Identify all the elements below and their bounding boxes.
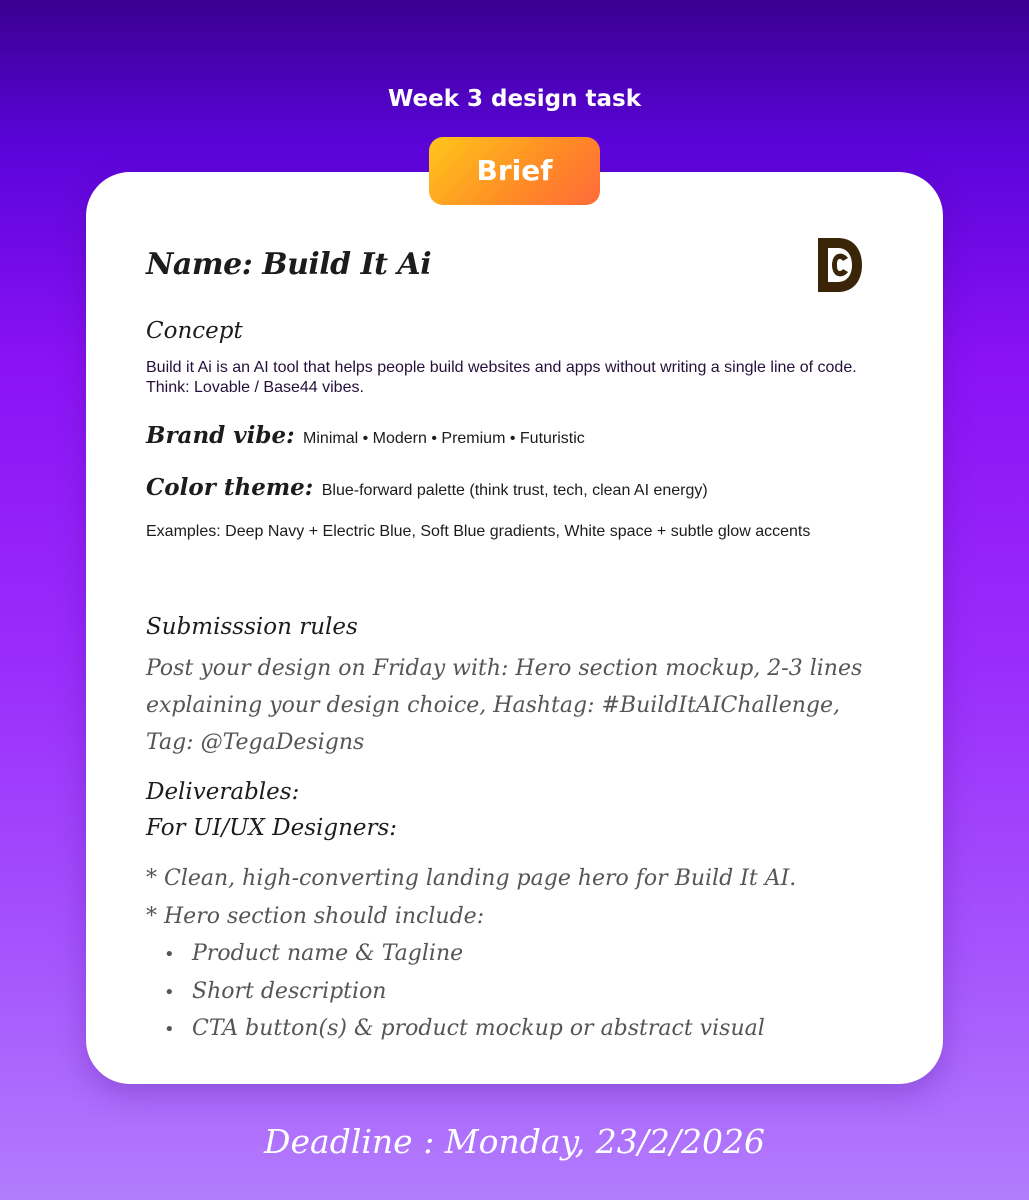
brand-vibe-value: Minimal • Modern • Premium • Futuristic <box>303 430 585 447</box>
concept-heading: Concept <box>146 318 243 344</box>
logo-shape <box>818 238 862 292</box>
list-item: * Clean, high-converting landing page hero for Build It AI. <box>146 866 797 891</box>
color-theme-value: Blue-forward palette (think trust, tech, clean AI energy) <box>321 482 708 499</box>
brief-badge: Brief <box>429 137 600 205</box>
brand-vibe-label: Brand vibe: <box>146 422 295 449</box>
bullet-text: CTA button(s) & product mockup or abstract visual <box>192 1016 765 1041</box>
logo-inner-c <box>832 254 848 277</box>
bullet-icon: • <box>164 981 175 1003</box>
submission-body: Post your design on Friday with: Hero section mockup, 2-3 lines explaining your design choice, Hashtag: #BuildItAIChallenge, Tag: @TegaDesigns <box>146 656 863 755</box>
color-theme-row <box>146 474 708 501</box>
deliverables-subtitle: For UI/UX Designers: <box>146 815 398 841</box>
bullet-text: Product name & Tagline <box>192 941 464 966</box>
bullet-item <box>146 935 866 973</box>
list-item: * Hero section should include: <box>146 903 485 929</box>
product-name-heading: Name: Build It Ai <box>146 247 432 282</box>
bullet-icon: • <box>164 944 175 965</box>
submission-heading: Submisssion rules <box>146 614 358 640</box>
page-title: Week 3 design task <box>387 86 642 112</box>
deliverables-heading <box>146 774 397 846</box>
deadline-text: Deadline : Monday, 23/2/2026 <box>264 1122 765 1161</box>
bullet-text: Short description <box>192 978 387 1004</box>
brand-vibe-row <box>146 422 585 449</box>
bullet-item <box>146 973 866 1011</box>
bullet-icon: • <box>164 1019 175 1040</box>
bullet-item <box>146 1010 866 1048</box>
color-examples: Examples: Deep Navy + Electric Blue, Soft Blue gradients, White space + subtle glow accents <box>146 523 811 540</box>
concept-body: Build it Ai is an AI tool that helps people build websites and apps without writing a single line of code. Think: Lovable / Base44 vibes. <box>146 359 857 396</box>
deliverables-title: Deliverables: <box>146 779 300 805</box>
dc-monogram-icon <box>814 236 864 294</box>
deliverables-list <box>146 860 866 1048</box>
color-theme-label: Color theme: <box>146 474 314 501</box>
